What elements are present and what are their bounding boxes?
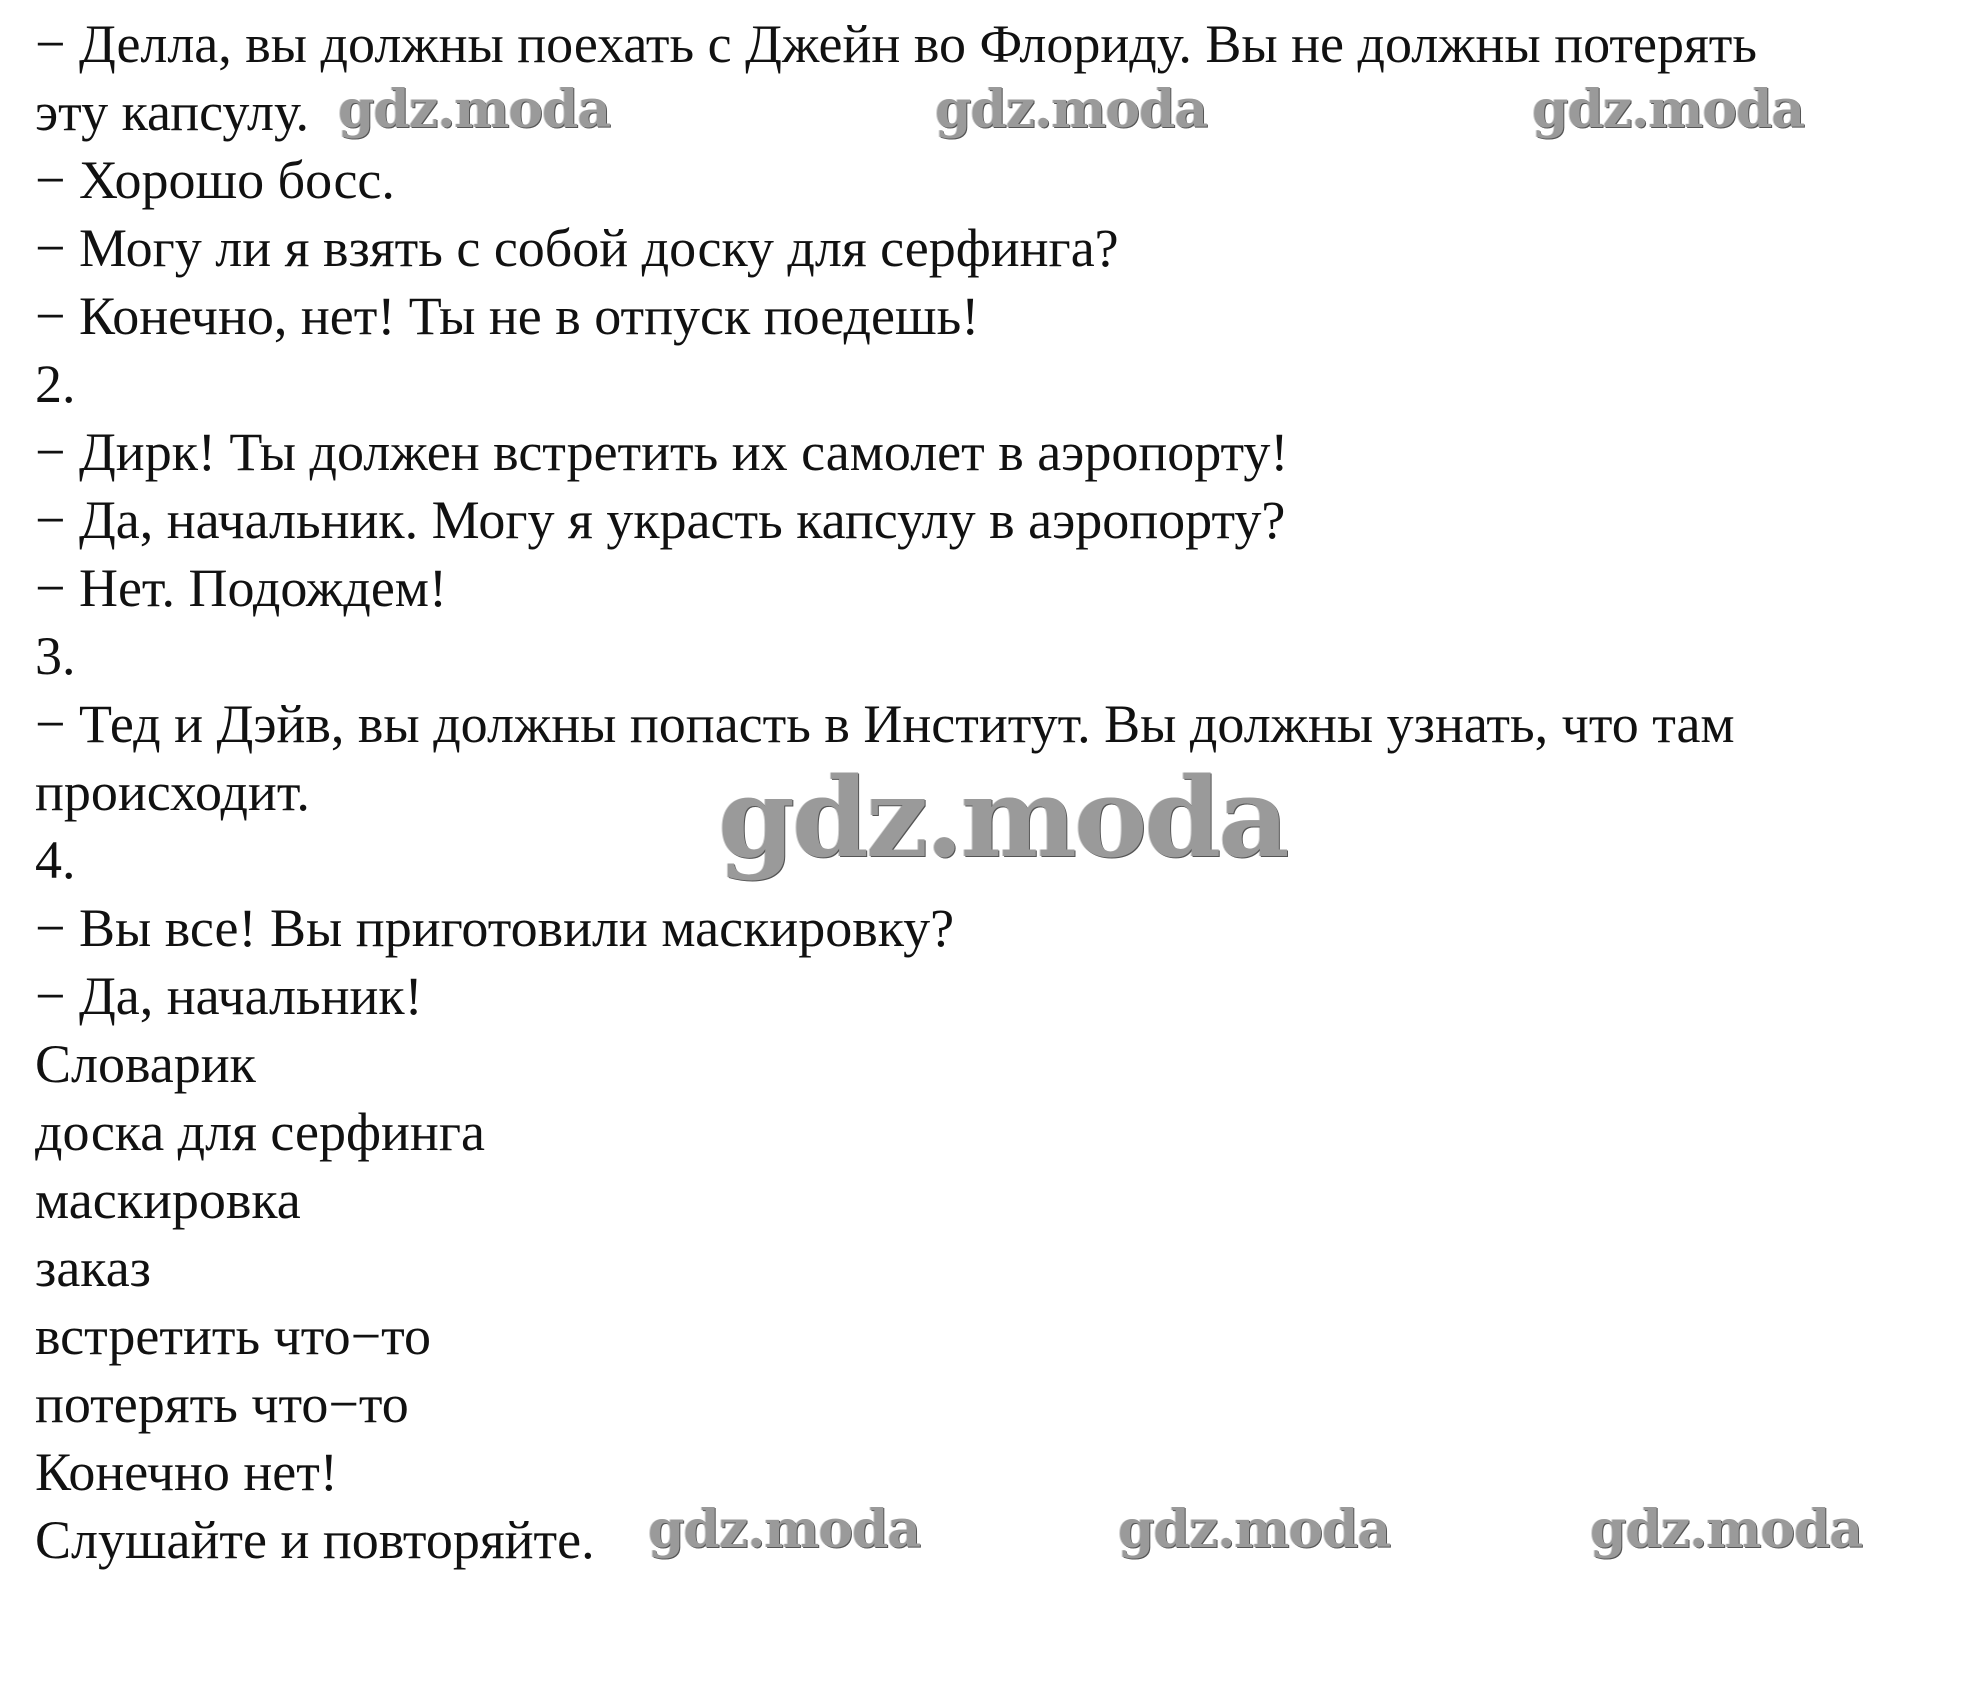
glossary-heading: Словарик [35,1034,256,1094]
glossary-item-1: доска для серфинга [35,1102,485,1162]
watermark-top-2: gdz.moda [935,79,1208,140]
text-line-15: − Да, начальник! [35,966,423,1026]
watermark-top-3: gdz.moda [1532,79,1805,140]
text-line-7: − Дирк! Ты должен встретить их самолет в аэропорту! [35,422,1289,482]
glossary-item-6: Конечно нет! [35,1442,338,1502]
section-number-2: 2. [35,354,76,414]
watermark-top-1: gdz.moda [338,79,611,140]
text-line-1: − Делла, вы должны поехать с Джейн во Флориду. Вы не должны потерять [35,14,1758,74]
text-line-12: происходит. [35,762,310,822]
watermark-center: gdz.moda [718,753,1287,882]
watermark-bottom-3: gdz.moda [1590,1499,1863,1560]
text-line-8: − Да, начальник. Могу я украсть капсулу в аэропорту? [35,490,1286,550]
text-line-3: − Хорошо босс. [35,150,395,210]
text-line-4: − Могу ли я взять с собой доску для серфинга? [35,218,1119,278]
glossary-item-7: Слушайте и повторяйте. [35,1510,595,1570]
text-line-9: − Нет. Подождем! [35,558,447,618]
glossary-item-3: заказ [35,1238,152,1298]
section-number-3: 3. [35,626,76,686]
glossary-item-5: потерять что−то [35,1374,409,1434]
text-line-5: − Конечно, нет! Ты не в отпуск поедешь! [35,286,980,346]
watermark-bottom-1: gdz.moda [648,1499,921,1560]
text-line-14: − Вы все! Вы приготовили маскировку? [35,898,955,958]
glossary-item-4: встретить что−то [35,1306,431,1366]
watermark-bottom-2: gdz.moda [1118,1499,1391,1560]
text-line-2: эту капсулу. [35,82,310,142]
glossary-item-2: маскировка [35,1170,301,1230]
text-line-11: − Тед и Дэйв, вы должны попасть в Институт. Вы должны узнать, что там [35,694,1735,754]
section-number-4: 4. [35,830,76,890]
